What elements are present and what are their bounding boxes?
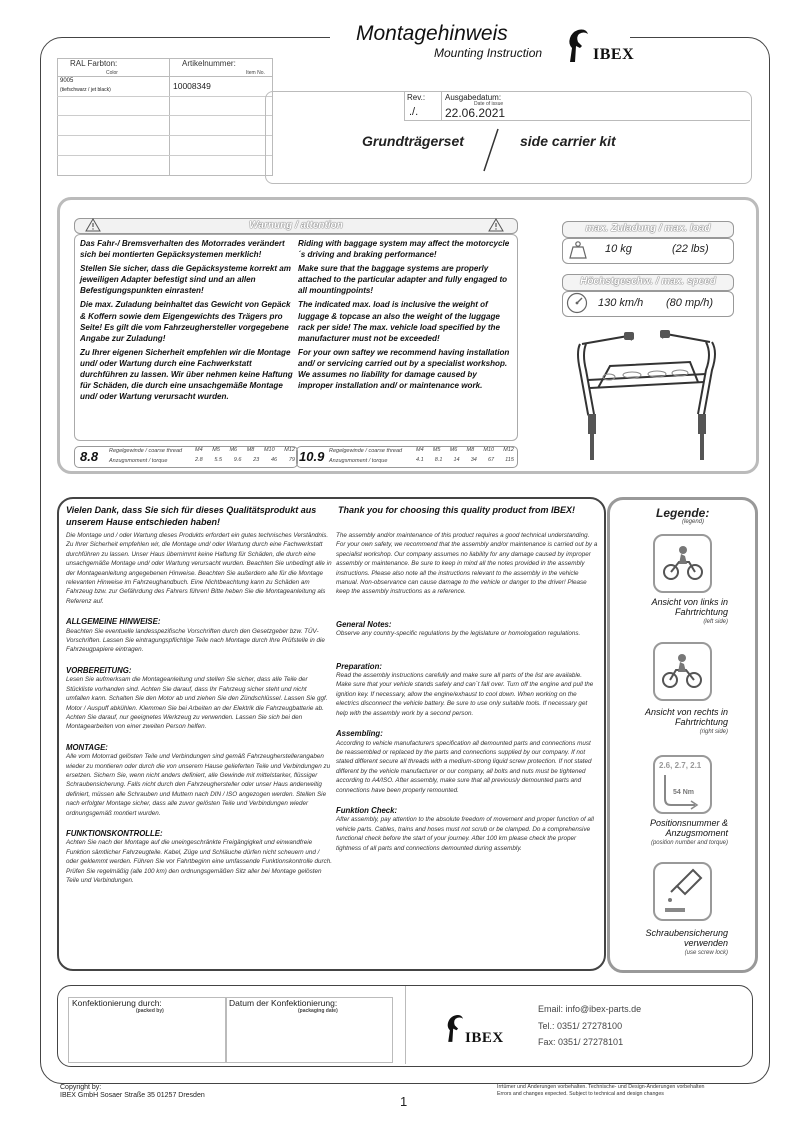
revision-box xyxy=(265,91,752,184)
size-m4: M4 xyxy=(416,447,424,453)
english-assem: According to vehicle manufacturers specification all demounted parts and connections must be reassembled or replaced by the parts and connections supplied by our company. If not stated different secure all threads with a medium-strong liquid screw protection. If not stated different by the vehicle manufacturer or our company, all bolts and nuts must be tightened according to A4/ISO. After assembly, make sure that all previously demounted parts and connections have been properly remounted. xyxy=(336,739,592,794)
max-load-kg: 10 kg xyxy=(605,243,632,255)
product-name-de: Grundträgerset xyxy=(362,133,464,149)
rev-label: Rev.: xyxy=(407,93,426,102)
english-general: Observe any country-specific regulations by the legislature or homologation regulations. xyxy=(336,630,581,638)
legend-right-de: Ansicht von rechts in Fahrtrichtung xyxy=(644,707,728,727)
german-prep-heading: VORBEREITUNG: xyxy=(66,665,132,675)
size-m10: M10 xyxy=(483,447,495,453)
legend-screw-en: (use screw lock) xyxy=(684,950,728,956)
color-desc: (tiefschwarz / jet black) xyxy=(60,87,111,93)
torque-sizes-a xyxy=(195,447,295,463)
english-prep: Read the assembly instructions carefully and make sure all parts of the list are available. Make sure that your vehicle stands safely and can´t fall over. Turn off the engine and pull the ignition key. If necessary, allow the engine/exhaust to cool down. When working on the electrics disconnect the vehicle battery. Be sure to use only suitable tools. If necessary get help with the assembly work by a second person. xyxy=(336,672,594,717)
english-check-heading: Funktion Check: xyxy=(336,805,398,815)
torque-value: 115 xyxy=(505,457,514,463)
speedometer-icon xyxy=(566,292,588,314)
ral-label: RAL Farbton: xyxy=(70,59,118,68)
legend-screw-label xyxy=(610,928,728,958)
warning-text-en xyxy=(298,238,512,394)
right-view-icon xyxy=(653,642,712,701)
german-general-heading: ALLGEMEINE HINWEISE: xyxy=(66,617,161,627)
warning-en-3: The indicated max. load is inclusive the weight of luggage & topcase an also the weight of the luggage rack per side! The max. vehicle load specified by the manufacturer must not be exceeded! xyxy=(298,300,500,343)
slash-divider xyxy=(481,127,501,173)
german-general: Beachten Sie eventuelle landesspezifische Vorschriften durch den Gesetzgeber bzw. TÜV-Vorschriften. Lassen Sie eintragungspflichtige Teile nach Montage durch Ihre Prüfstelle in die Fahrzeugpapiere eintragen. xyxy=(66,627,325,654)
footer-brand: IBEX xyxy=(465,1030,504,1046)
german-check-heading: FUNKTIONSKONTROLLE: xyxy=(66,828,163,838)
torque-value: 4.1 xyxy=(416,457,424,463)
footer-divider xyxy=(405,986,406,1064)
english-assem-heading: Assembling: xyxy=(336,729,383,739)
warning-icon xyxy=(85,218,101,232)
size-m5: M5 xyxy=(432,447,441,453)
article-sub: Item No. xyxy=(246,70,265,76)
max-load-heading: max. Zuladung / max. load xyxy=(562,221,734,238)
info-rule xyxy=(57,115,272,116)
torque-value: 5.5 xyxy=(214,457,223,463)
color-value: 9005 xyxy=(60,78,74,84)
position-torque: 54 Nm xyxy=(673,789,695,796)
date-value: 22.06.2021 xyxy=(445,106,506,120)
legend-screw-de: Schraubensicherung verwenden xyxy=(645,928,728,948)
disclaimer-de: Irrtümer und Änderungen vorbehalten. Technische- und Design-Änderungen vorbehalten xyxy=(497,1084,705,1090)
legend-title: Legende: xyxy=(656,506,710,520)
warning-de-4: Zu Ihrer eigenen Sicherheit empfehlen wir die Montage und/ oder Wartung durch eine Fachwerkstatt durchführen zu lassen. Wir über nehmen keine Haftung für Schäden, die durch eine unsachgemäße Montage und/ oder Wartung verursacht wurden. xyxy=(80,347,293,402)
product-name-en: side carrier kit xyxy=(520,133,616,149)
legend-left-label xyxy=(610,597,728,627)
screw-lock-icon xyxy=(653,862,712,921)
torque-value: 2.8 xyxy=(195,457,203,463)
size-m8: M8 xyxy=(466,447,475,453)
torque-value: 67 xyxy=(487,457,495,463)
warning-de-2: Stellen Sie sicher, dass die Gepäcksysteme korrekt am jeweiligen Adapter befestigt sind und an allen Befestigungspunkten einrasten! xyxy=(80,264,292,296)
footer-tel: Tel.: 0351/ 27278100 xyxy=(538,1021,623,1031)
side-carrier-image xyxy=(562,322,740,464)
german-mount: Alle vom Motorrad gelösten Teile und Verbindungen sind gemäß Fahrzeugherstellerangaben wieder zu montieren oder durch die von unserem Hause gelieferten Teile und Verbindungen zu ersetzen. Sichern Sie, wenn nicht anders definiert, alle Gewinde mit mittelstarker, flüssiger Schraubensicherung. Falls nicht durch den Fahrzeughersteller oder unser Haus anderweitig definiert, müssen alle Schrauben und Muttern nach DIN / ISO angezogen werden. Stellen Sie nach erfolgter Montage sicher, dass alle zuvor gelösten Teile und Verbindungen wieder ordnungsgemäß montiert wurden. xyxy=(66,753,331,817)
legend-position-en: (position number and torque) xyxy=(650,840,728,846)
pack-date-label: Datum der Konfektionierung: xyxy=(229,998,338,1008)
english-intro: The assembly and/or maintenance of this product requires a good technical understanding. For your own safety, we recommend that the assembly and/or maintenance is carried out by a specialist workshop. Our company assumes no liability for any damage caused by improper assembly or maintenance. Be sure to keep in mind all the notes provided in the assembly instructions. Please also note all the instructions relevant to the assembly in the vehicle manual. Non-observance can cause damage to the vehicle or danger to the driver! Please keep the assembly instructions as a reference. xyxy=(336,532,598,596)
company-address: IBEX GmbH Sosaer Straße 35 01257 Dresden xyxy=(60,1092,205,1099)
footer-email[interactable]: Email: info@ibex-parts.de xyxy=(538,1004,642,1014)
torque-sizes-b xyxy=(416,447,514,463)
warning-en-4: For your own saftey we recommend having installation and/ or servicing carried out by a specialist workshop. We assumes no liability for damage caused by improper installation and/ or maintenance work. xyxy=(298,347,510,391)
torque-value: 8.1 xyxy=(434,457,443,463)
warning-heading: Warnung / attention xyxy=(74,218,518,234)
torque-value: 34 xyxy=(470,457,477,463)
pack-date-sub: (packaging date) xyxy=(298,1008,338,1014)
ibex-logo-icon xyxy=(440,1006,468,1048)
german-mount-heading: MONTAGE: xyxy=(66,742,108,752)
legend-position-label xyxy=(610,818,728,848)
size-m10: M10 xyxy=(263,447,275,453)
doc-subtitle: Mounting Instruction xyxy=(434,46,543,60)
max-speed-mph: (80 mp/h) xyxy=(666,297,714,309)
english-general-heading: General Notes: xyxy=(336,619,392,629)
date-sub: Date of issue xyxy=(474,101,504,107)
size-m8: M8 xyxy=(246,447,255,453)
legend-position-de: Positionsnummer & Anzugsmoment xyxy=(649,818,728,838)
size-m4: M4 xyxy=(195,447,203,453)
ibex-logo-icon xyxy=(560,22,594,66)
rev-col xyxy=(404,91,405,120)
weight-icon xyxy=(568,240,588,260)
header-brand: IBEX xyxy=(593,46,635,63)
thanks-de: Vielen Dank, dass Sie sich für dieses Qualitätsprodukt aus unserem Hause entschieden haben! xyxy=(66,505,317,527)
grade-b: 10.9 xyxy=(299,449,325,464)
warning-en-1: Riding with baggage system may affect the motorcycle´s driving and braking performance! xyxy=(298,239,510,260)
legend-left-de: Ansicht von links in Fahrtrichtung xyxy=(651,597,728,617)
doc-title: Montagehinweis xyxy=(356,22,508,45)
rev-col xyxy=(441,91,442,120)
german-prep: Lesen Sie aufmerksam die Montageanleitung und stellen Sie sicher, dass alle Teile der Stückliste vorhanden sind. Achten Sie darauf, dass Ihr Fahrzeug sicher steht und nicht umfallen kann. Schalten Sie den Motor ab und ziehen Sie den Zündschlüssel. Lassen Sie ggf. Motor / Auspuff abkühlen. Klemmen Sie bei Arbeiten an der Elektrik die Fahrzeugbatterie ab. Achten Sie darauf, nur geeignetes Werkzeug zu verwenden. Lassen Sie sich bei den Montagearbeiten von einer zweiten Person helfen. xyxy=(66,676,328,731)
torque-row-b: Anzugsmoment / torque xyxy=(329,458,388,464)
max-load-lbs: (22 lbs) xyxy=(672,243,709,255)
info-rule xyxy=(57,155,272,156)
packed-sub: (packed by) xyxy=(136,1008,164,1014)
warning-en-2: Make sure that the baggage systems are properly attached to the particular adapter and fully engaged to all mountingpoints! xyxy=(298,264,508,296)
warning-de-3: Die max. Zuladung beinhaltet das Gewicht von Gepäck & Koffern sowie dem Eigengewichts des Trägers pro Seite! Es gilt die vom Fahrzeughersteller vorgegebene Angabe zur Zuladung! xyxy=(80,300,291,343)
thanks-en: Thank you for choosing this quality product from IBEX! xyxy=(338,505,576,515)
legend-right-label xyxy=(610,707,728,737)
size-m12: M12 xyxy=(284,447,295,453)
max-speed-kmh: 130 km/h xyxy=(598,297,644,309)
german-column xyxy=(66,531,332,896)
torque-value: 46 xyxy=(270,457,278,463)
max-speed-heading: Höchstgeschw. / max. speed xyxy=(562,274,734,291)
legend-left-en: (left side) xyxy=(703,619,728,625)
torque-value: 14 xyxy=(453,457,460,463)
german-intro: Die Montage und / oder Wartung dieses Produkts erfordert ein gutes technisches Verständnis. Zu Ihrer Sicherheit empfehlen wir, die Montage und/ oder Wartung durch eine Fachwerkstatt durchführen zu lassen. Unser Haus übernimmt keine Haftung für Schäden, die durch eine unsachgemäße Montage und/ oder Wartung verursacht wurden. Beachten Sie unbedingt alle in der Montageanleitung angegebenen Hinweise. Beachten Sie außerdem alle für die Montage relevanten Hinweise im Fahrzeughandbuch. Eine Nichtbeachtung kann zu Schäden am Fahrzeug bzw. zur Gefährdung des Fahrers führen! Bitte heben Sie die Montageanleitung als Referenz auf. xyxy=(66,532,332,605)
warning-text-de xyxy=(80,238,294,405)
size-m6: M6 xyxy=(449,447,458,453)
legend-right-en: (right side) xyxy=(699,729,728,735)
english-column xyxy=(336,531,598,864)
info-rule xyxy=(57,135,272,136)
item-value: 10008349 xyxy=(173,81,211,91)
torque-value: 79 xyxy=(288,457,295,463)
german-check: Achten Sie nach der Montage auf die uneingeschränkte Freigängigkeit und einwandfreie Funktion sämtlicher Fahrzeugteile. Kabel, Züge und Schläuche dürfen nicht scheuern und / oder geklemmt werden. Führen Sie vor Fahrtbeginn eine umfassende Funktionskontrolle durch. Prüfen Sie regelmäßig (alle 100 km) den ordnungsgemäßen Sitz aller bei Montage gelösten Teile und Verbindungen. xyxy=(66,839,333,884)
grade-a: 8.8 xyxy=(80,449,99,464)
size-m6: M6 xyxy=(229,447,238,453)
torque-value: 23 xyxy=(253,457,260,463)
rev-value: ./. xyxy=(409,106,419,118)
legend-subtitle: (legend) xyxy=(682,519,705,525)
position-torque-icon xyxy=(653,755,712,814)
info-rule xyxy=(57,76,272,77)
torque-row-a: Anzugsmoment / torque xyxy=(109,458,168,464)
english-prep-heading: Preparation: xyxy=(336,661,382,671)
english-check: After assembly, pay attention to the absolute freedom of movement and proper function of all vehicle parts. Cables, trains and hoses must not scrub or be clamped. Do a comprehensive functional check before the start of your journey. After 100 km please check the proper tightness of all parts and connections demounted during assembly. xyxy=(336,816,594,852)
disclaimer-en: Errors and changes expected. Subject to technical and design changes xyxy=(497,1091,664,1097)
rev-line xyxy=(404,120,750,121)
warning-icon xyxy=(488,218,504,232)
position-numbers: 2.6, 2.7, 2.1 xyxy=(659,761,702,770)
warning-de-1: Das Fahr-/ Bremsverhalten des Motorrades verändert sich bei montierten Gepäcksystemen merklich! xyxy=(80,239,285,260)
left-view-icon xyxy=(653,534,712,593)
page-number: 1 xyxy=(400,1094,408,1109)
torque-value: 9.6 xyxy=(233,457,242,463)
packed-label: Konfektionierung durch: xyxy=(72,998,162,1008)
date-label: Ausgabedatum: xyxy=(445,93,502,102)
article-label: Artikelnummer: xyxy=(182,59,236,68)
info-rule xyxy=(57,96,272,97)
torque-header-a: Regelgewinde / coarse thread xyxy=(109,448,183,454)
footer-fax: Fax: 0351/ 27278101 xyxy=(538,1037,624,1047)
torque-header-b: Regelgewinde / coarse thread xyxy=(329,448,403,454)
size-m12: M12 xyxy=(503,447,514,453)
copyright-label: Copyright by: xyxy=(60,1084,102,1091)
size-m5: M5 xyxy=(212,447,220,453)
ral-sub: Color xyxy=(106,70,118,76)
